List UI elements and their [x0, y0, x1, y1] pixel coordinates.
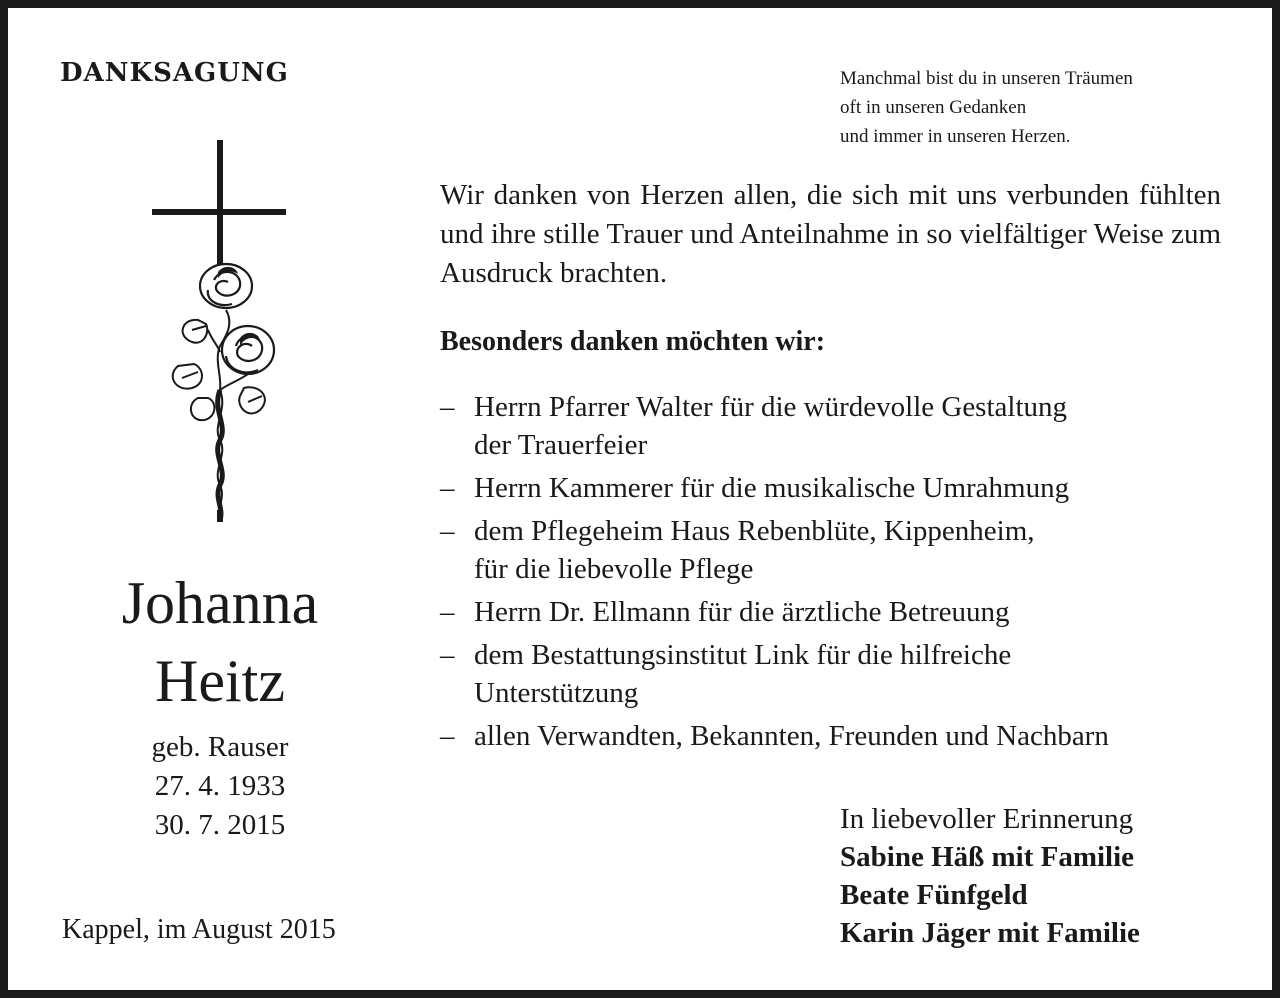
list-item-line: Herrn Dr. Ellmann für die ärztliche Betreuung	[474, 596, 1010, 628]
list-item	[440, 512, 1240, 588]
motto-line: Manchmal bist du in unseren Träumen	[840, 68, 1133, 89]
motto-line: und immer in unseren Herzen.	[840, 126, 1071, 147]
thanks-heading: Besonders danken möchten wir:	[440, 326, 826, 357]
list-item	[440, 388, 1240, 464]
list-item-line: Unterstützung	[474, 677, 639, 709]
signer-name: Beate Fünfgeld	[840, 879, 1028, 911]
list-item-line: dem Bestattungsinstitut Link für die hilfreiche	[474, 639, 1012, 671]
signature-block	[840, 800, 1140, 952]
place-date: Kappel, im August 2015	[62, 914, 336, 945]
list-dash: –	[440, 515, 455, 547]
intro-text: Wir danken von Herzen allen, die sich mit uns verbunden fühlten und ihre stille Trauer und Anteilnahme in so vielfältiger Weise zum Ausdruck brachten.	[440, 179, 1221, 289]
birth-date: 27. 4. 1933	[154, 770, 286, 802]
deceased-info	[40, 564, 400, 845]
signature-intro: In liebevoller Erinnerung	[840, 803, 1134, 835]
signer-name: Karin Jäger mit Familie	[840, 917, 1140, 949]
signer-name: Sabine Häß mit Familie	[840, 841, 1135, 873]
list-dash: –	[440, 639, 455, 671]
list-item	[440, 593, 1240, 631]
list-item-line: für die liebevolle Pflege	[474, 553, 754, 585]
first-name: Johanna	[121, 570, 319, 636]
list-item-line: Herrn Kammerer für die musikalische Umrahmung	[474, 472, 1070, 504]
motto-line: oft in unseren Gedanken	[840, 97, 1027, 118]
page-title: DANKSAGUNG	[60, 58, 289, 88]
list-dash: –	[440, 472, 455, 504]
list-item-line: Herrn Pfarrer Walter für die würdevolle Gestaltung	[474, 391, 1068, 423]
list-item	[440, 636, 1240, 712]
list-item	[440, 469, 1240, 507]
list-item-line: allen Verwandten, Bekannten, Freunden und Nachbarn	[474, 720, 1109, 752]
last-name: Heitz	[155, 648, 285, 714]
cross-with-roses-icon	[148, 140, 288, 524]
birth-name: geb. Rauser	[151, 731, 289, 763]
list-item-line: der Trauerfeier	[474, 429, 648, 461]
list-dash: –	[440, 596, 455, 628]
list-dash: –	[440, 720, 455, 752]
list-item	[440, 717, 1240, 755]
thanks-list	[440, 388, 1240, 760]
list-dash: –	[440, 391, 455, 423]
death-date: 30. 7. 2015	[154, 809, 286, 841]
motto	[840, 64, 1133, 151]
list-item-line: dem Pflegeheim Haus Rebenblüte, Kippenheim,	[474, 515, 1035, 547]
